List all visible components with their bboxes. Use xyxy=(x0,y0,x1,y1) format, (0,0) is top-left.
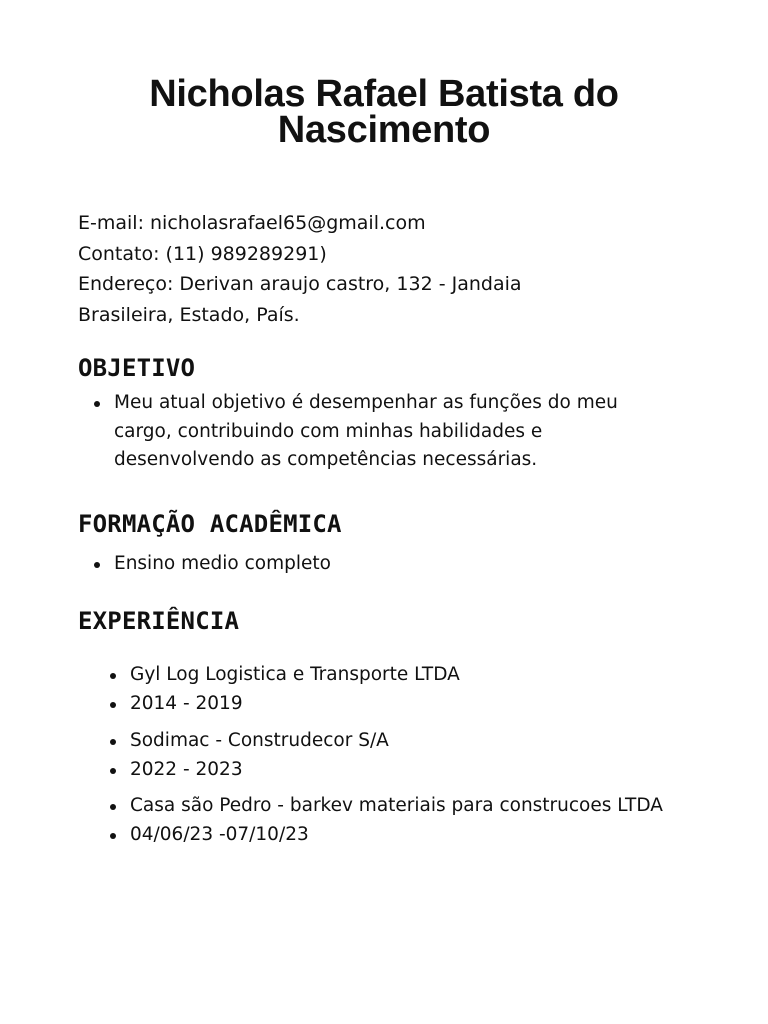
education-list xyxy=(114,550,674,579)
experience-job-1 xyxy=(130,661,750,718)
list-item xyxy=(130,690,750,719)
list-item xyxy=(114,389,674,475)
bullet-icon xyxy=(110,739,116,745)
list-item xyxy=(114,550,674,579)
bullet-icon xyxy=(110,673,116,679)
job-company: Sodimac - Construdecor S/A xyxy=(130,730,389,751)
job-company: Casa são Pedro - barkev materiais para construcoes LTDA xyxy=(130,795,663,816)
list-item xyxy=(130,792,750,821)
objective-line-3: desenvolvendo as competências necessárias. xyxy=(114,449,538,470)
job-period: 2014 - 2019 xyxy=(130,692,243,714)
contact-address-line-2: Brasileira, Estado, País. xyxy=(78,303,300,326)
experience-job-2 xyxy=(130,727,750,784)
education-item: Ensino medio completo xyxy=(114,553,331,574)
objective-line-1: Meu atual objetivo é desempenhar as funções do meu xyxy=(114,392,618,413)
contact-email: E-mail: nicholasrafael65@gmail.com xyxy=(78,212,426,234)
list-item xyxy=(130,756,750,785)
candidate-name-line-1: Nicholas Rafael Batista do xyxy=(149,73,619,115)
objective-line-2: cargo, contribuindo com minhas habilidades e xyxy=(114,420,543,442)
bullet-icon xyxy=(94,401,100,407)
education-heading: FORMAÇÃO ACADÊMICA xyxy=(78,510,342,538)
job-company: Gyl Log Logistica e Transporte LTDA xyxy=(130,664,460,685)
list-item xyxy=(130,661,750,690)
experience-heading: EXPERIÊNCIA xyxy=(78,607,240,635)
contact-address-line-1: Endereço: Derivan araujo castro, 132 - Jandaia xyxy=(78,273,522,295)
objective-list xyxy=(114,389,674,475)
objective-heading: OBJETIVO xyxy=(78,354,196,382)
bullet-icon xyxy=(110,768,116,774)
list-item xyxy=(130,727,750,756)
list-item xyxy=(130,821,750,850)
bullet-icon xyxy=(94,562,100,568)
bullet-icon xyxy=(110,833,116,839)
experience-job-3 xyxy=(130,792,750,849)
contact-phone: Contato: (11) 989289291) xyxy=(78,242,327,265)
candidate-name-line-2: Nascimento xyxy=(277,109,491,151)
candidate-name xyxy=(60,73,708,151)
bullet-icon xyxy=(110,702,116,708)
job-period: 2022 - 2023 xyxy=(130,758,243,780)
bullet-icon xyxy=(110,804,116,810)
contact-block xyxy=(78,208,698,330)
job-period: 04/06/23 -07/10/23 xyxy=(130,823,309,845)
